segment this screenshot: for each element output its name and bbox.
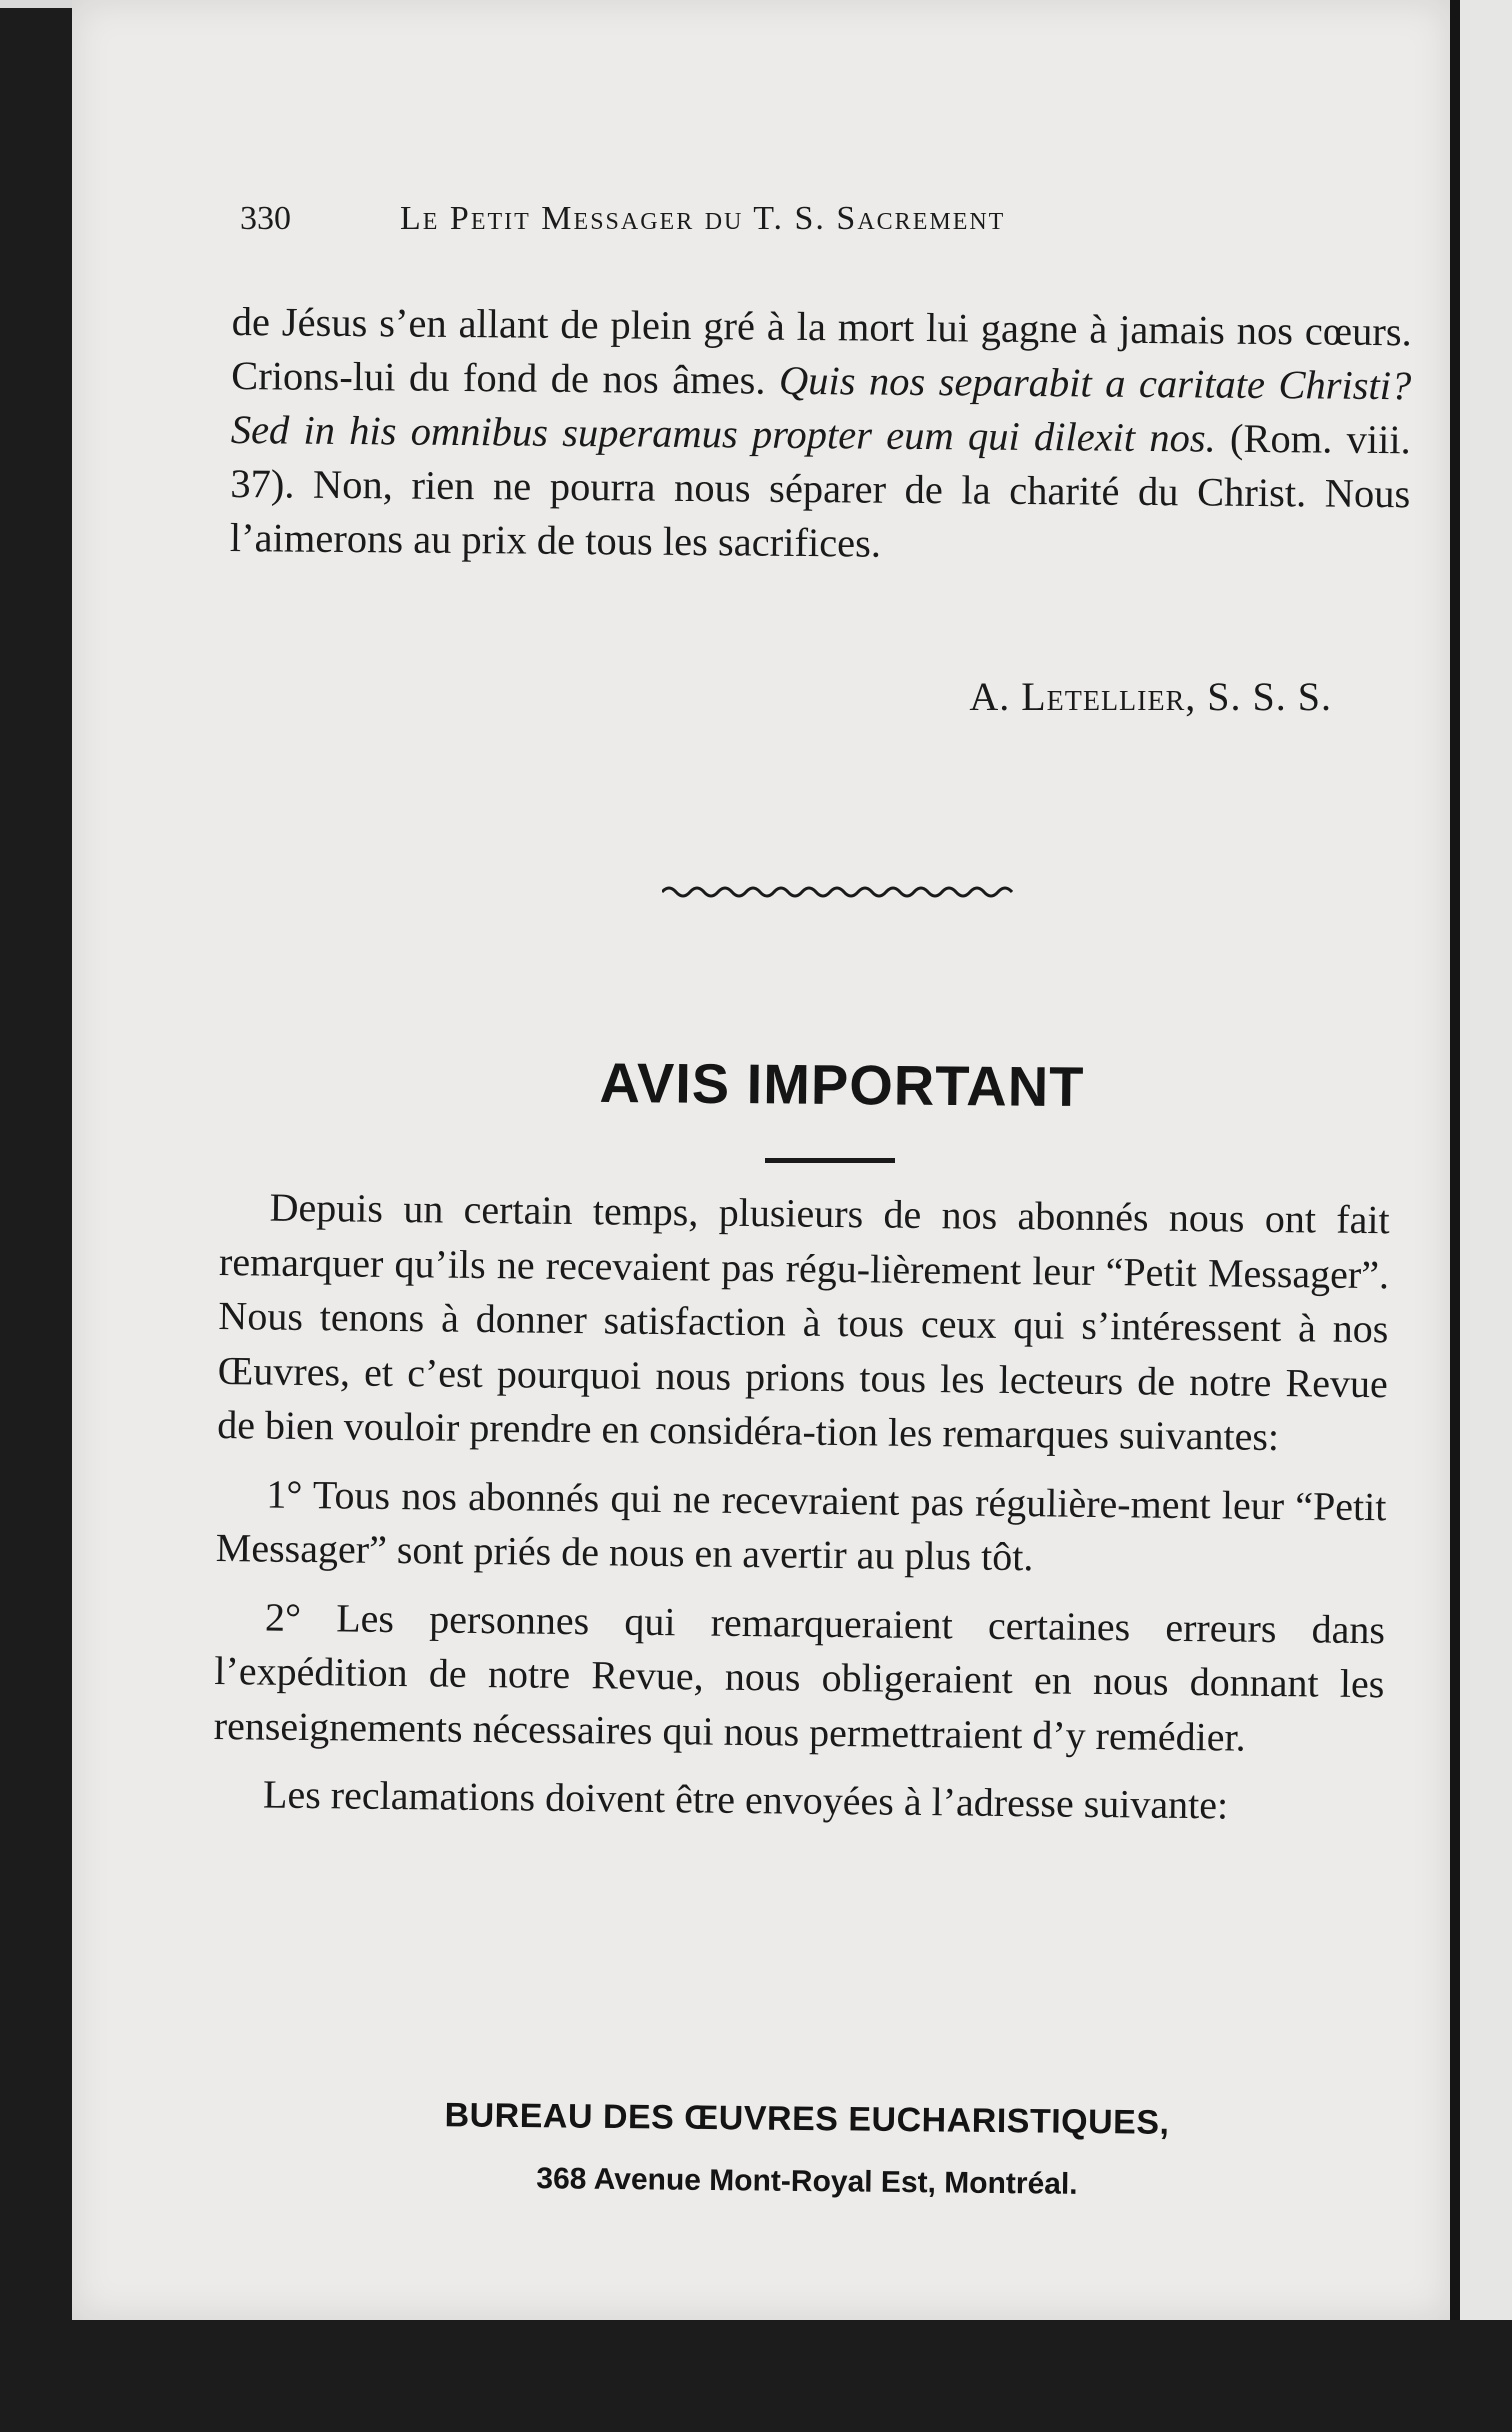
closing-text: de Jésus s’en allant de plein gré à la mort lui gagne à jamais nos cœurs. Crions-lui du fond de nos âmes. xyxy=(231,298,1412,403)
notice-paragraph: 1° Tous nos abonnés qui ne recevraient pas régulière-ment leur “Petit Messager” sont priés de nous en avertir au plus tôt. xyxy=(215,1471,1387,1580)
author-signature: A. Letellier, S. S. S. xyxy=(969,674,1332,719)
notice-title: AVIS IMPORTANT xyxy=(599,1050,1085,1119)
address-street: 368 Avenue Mont-Royal Est, Montréal. xyxy=(536,2162,1078,2201)
address-office: BUREAU DES ŒUVRES EUCHARISTIQUES, xyxy=(444,2096,1170,2142)
latin-quote: Quis nos separabit a caritate Christi? Sed in his omnibus superamus propter eum qui dilexit nos. xyxy=(230,357,1412,461)
running-title: Le Petit Messager du T. S. Sacrement xyxy=(400,200,1006,237)
book-page xyxy=(72,0,1450,2320)
title-rule xyxy=(765,1158,895,1163)
closing-text-end: Non, rien ne pourra nous séparer de la charité du Christ. Nous l’aimerons au prix de tous les sacrifices. xyxy=(229,461,1411,566)
bible-reference: (Rom. viii. 37). xyxy=(230,415,1411,507)
page-header xyxy=(240,200,1250,260)
wavy-divider xyxy=(662,880,1017,906)
article-closing-paragraph xyxy=(230,295,1412,575)
notice-paragraph: Les reclamations doivent être envoyées à l’adresse suivante: xyxy=(262,1771,1229,1828)
adjacent-page-edge xyxy=(1450,0,1512,2320)
notice-paragraph: Depuis un certain temps, plusieurs de nos abonnés nous ont fait remarquer qu’ils ne recevaient pas régu-lièrement leur “Petit Messager”. Nous tenons à donner satisfaction à tous ceux qui s’intéressent à nos Œuvres, et c’est pourquoi nous prions tous les lecteurs de notre Revue de bien vouloir prendre en considéra-tion les remarques suivantes: xyxy=(216,1184,1390,1460)
page-number: 330 xyxy=(240,200,291,237)
notice-paragraph: 2° Les personnes qui remarqueraient certaines erreurs dans l’expédition de notre Revue, nous obligeraient en nous donnant les renseignements nécessaires qui nous permettraient d’y remédier. xyxy=(213,1594,1386,1760)
notice-body xyxy=(213,1180,1390,1849)
